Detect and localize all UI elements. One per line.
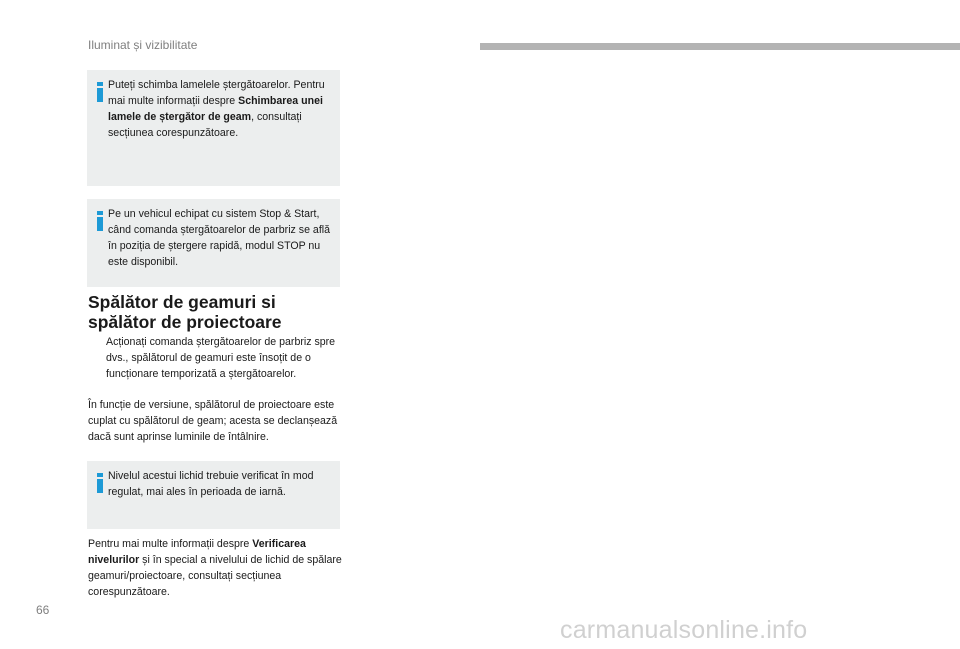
text-run: , consultați secțiunea corespunzătoare.: [108, 111, 302, 139]
info-note-3: [87, 461, 340, 529]
text-run: Puteți schimba lamelele ștergătoarelor. Pentru mai multe informații despre: [108, 79, 325, 107]
info-icon: [94, 211, 106, 231]
body-paragraph: În funcție de versiune, spălătorul de proiectoare este cuplat cu spălătorul de geam; acesta se declanșează dacă sunt aprinse luminile de întâlnire.: [88, 399, 338, 443]
bullet-item: [88, 334, 338, 382]
watermark: carmanualsonline.info: [560, 616, 808, 644]
note-text: [108, 468, 336, 500]
info-note-1: [87, 70, 340, 186]
bold-text: Verificarea nivelurilor: [88, 538, 306, 566]
text-run: și în special a nivelului de lichid de spălare geamuri/proiectoare, consultați secțiunea corespunzătoare.: [88, 554, 342, 598]
section-title: Spălător de geamuri si spălător de proiectoare: [88, 292, 282, 332]
note-text: [108, 206, 336, 270]
text-run: Pe un vehicul echipat cu sistem Stop & Start, când comanda ștergătoarelor de parbriz se află în poziția de ștergere rapidă, modul STOP nu este disponibil.: [108, 208, 331, 268]
text-run: Pentru mai multe informații despre: [88, 538, 253, 550]
info-icon: [94, 82, 106, 102]
header-divider-bar: [480, 43, 960, 50]
header-title: Iluminat și vizibilitate: [88, 38, 198, 52]
info-icon: [94, 473, 106, 493]
bullet-text: Acționați comanda ștergătoarelor de parbriz spre dvs., spălătorul de geamuri este însoțit de o funcționare temporizată a ștergătoarelor.: [106, 336, 336, 380]
page-number: 66: [36, 603, 50, 617]
info-note-2: [87, 199, 340, 287]
footer-paragraph: [88, 536, 344, 600]
note-text: [108, 77, 336, 141]
text-run: Nivelul acestui lichid trebuie verificat în mod regulat, mai ales în perioada de iarnă.: [108, 470, 314, 498]
bold-text: Schimbarea unei lamele de ștergător de geam: [108, 95, 323, 123]
